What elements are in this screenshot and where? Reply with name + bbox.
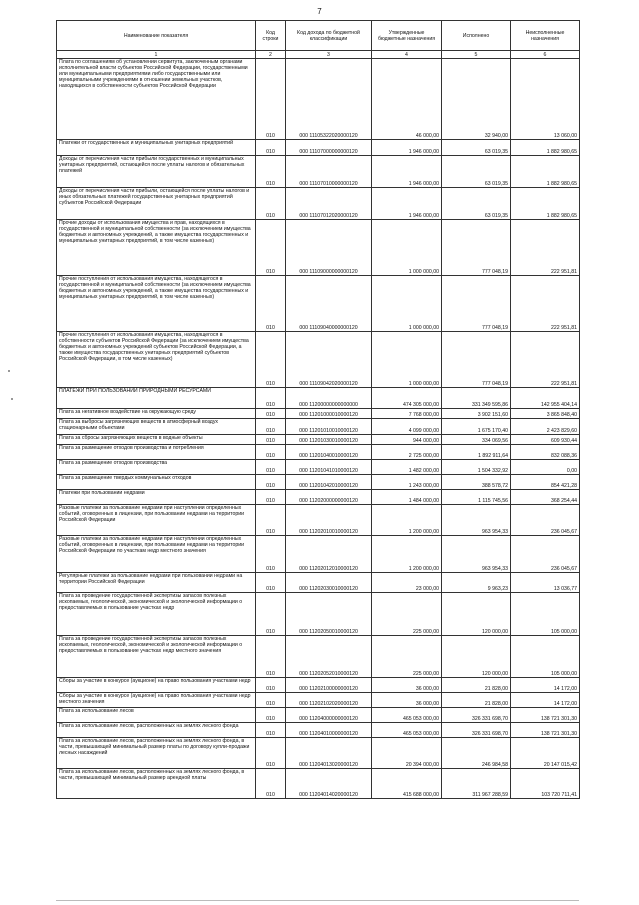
table-row (57, 490, 580, 505)
indicator-name: Регулярные платежи за пользование недрами при пользовании недрами на территории Российской Федерации (57, 573, 256, 593)
unexecuted-amount: 609 930,44 (511, 435, 580, 445)
approved-amount: 1 200 000,00 (372, 536, 442, 573)
executed-amount: 1 504 332,92 (442, 460, 511, 475)
unexecuted-amount: 13 036,77 (511, 573, 580, 593)
executed-amount: 1 675 170,40 (442, 419, 511, 435)
table-row (57, 536, 580, 573)
income-code: 000 11202100000000120 (286, 678, 372, 693)
unexecuted-amount: 103 720 711,41 (511, 769, 580, 799)
line-code: 010 (256, 573, 286, 593)
indicator-name: Плата за размещение твердых коммунальных отходов (57, 475, 256, 490)
indicator-name: Плата по соглашениям об установлении сервитута, заключенным органами исполнительной власти субъектов Российской Федерации, государственными или муниципальными предприятиями либо государственными или муниципальными учреждениями в отношении земельных участков, находящихся в собственности субъектов Российской Федерации (57, 59, 256, 140)
income-code: 000 11109000000000120 (286, 220, 372, 276)
table-row (57, 220, 580, 276)
unexecuted-amount: 13 060,00 (511, 59, 580, 140)
line-code: 010 (256, 738, 286, 769)
unexecuted-amount: 138 721 301,30 (511, 723, 580, 738)
executed-amount: 777 048,19 (442, 220, 511, 276)
indicator-name: Плата за сбросы загрязняющих веществ в водные объекты (57, 435, 256, 445)
executed-amount: 777 048,19 (442, 276, 511, 332)
approved-amount: 1 484 000,00 (372, 490, 442, 505)
line-code: 010 (256, 460, 286, 475)
table-row (57, 769, 580, 799)
income-code: 000 11109040000000120 (286, 276, 372, 332)
executed-amount: 1 892 911,64 (442, 445, 511, 460)
unexecuted-amount: 0,00 (511, 460, 580, 475)
indicator-name: Разовые платежи за пользование недрами при наступлении определенных событий, оговоренных в лицензии, при пользовании недрами на территории Российской Федерации по участкам недр местного значения (57, 536, 256, 573)
executed-amount: 120 000,00 (442, 636, 511, 678)
table-row (57, 445, 580, 460)
unexecuted-amount: 1 882 980,65 (511, 140, 580, 156)
executed-amount: 963 954,33 (442, 536, 511, 573)
unexecuted-amount: 138 721 301,30 (511, 708, 580, 723)
unexecuted-amount: 222 951,81 (511, 220, 580, 276)
unexecuted-amount: 1 882 980,65 (511, 156, 580, 188)
table-row (57, 435, 580, 445)
header-indicator-name: Наименование показателя (57, 21, 256, 51)
line-code: 010 (256, 388, 286, 409)
executed-amount: 326 331 698,70 (442, 708, 511, 723)
table-row (57, 409, 580, 419)
table-row (57, 188, 580, 220)
indicator-name: Плата за использование лесов (57, 708, 256, 723)
line-code: 010 (256, 409, 286, 419)
table-row (57, 388, 580, 409)
income-code: 000 11201040010000120 (286, 445, 372, 460)
table-row (57, 475, 580, 490)
indicator-name: Сборы за участие в конкурсе (аукционе) на право пользования участками недр местного значения (57, 693, 256, 708)
income-code: 000 11202052010000120 (286, 636, 372, 678)
table-row (57, 636, 580, 678)
approved-amount: 1 000 000,00 (372, 276, 442, 332)
header-executed: Исполнено (442, 21, 511, 51)
line-code: 010 (256, 678, 286, 693)
income-code: 000 11204010000000120 (286, 723, 372, 738)
income-code: 000 11202030010000120 (286, 573, 372, 593)
income-code: 000 11201042010000120 (286, 475, 372, 490)
income-code: 000 11202010010000120 (286, 505, 372, 536)
approved-amount: 23 000,00 (372, 573, 442, 593)
indicator-name: Плата за негативное воздействие на окружающую среду (57, 409, 256, 419)
executed-amount: 246 984,58 (442, 738, 511, 769)
indicator-name: ПЛАТЕЖИ ПРИ ПОЛЬЗОВАНИИ ПРИРОДНЫМИ РЕСУРСАМИ (57, 388, 256, 409)
line-code: 010 (256, 475, 286, 490)
column-number: 3 (286, 51, 372, 59)
approved-amount: 225 000,00 (372, 636, 442, 678)
line-code: 010 (256, 536, 286, 573)
column-number: 4 (372, 51, 442, 59)
header-line-code: Код строки (256, 21, 286, 51)
indicator-name: Доходы от перечисления части прибыли государственных и муниципальных унитарных предприятий, остающейся после уплаты налогов и обязательных платежей (57, 156, 256, 188)
executed-amount: 63 019,35 (442, 156, 511, 188)
approved-amount: 415 688 000,00 (372, 769, 442, 799)
unexecuted-amount: 1 882 980,65 (511, 188, 580, 220)
indicator-name: Плата за выбросы загрязняющих веществ в атмосферный воздух стационарными объектами (57, 419, 256, 435)
table-row (57, 573, 580, 593)
income-code: 000 11202000000000120 (286, 490, 372, 505)
approved-amount: 1 200 000,00 (372, 505, 442, 536)
line-code: 010 (256, 332, 286, 388)
income-code: 000 11201030010000120 (286, 435, 372, 445)
line-code: 010 (256, 156, 286, 188)
table-row (57, 276, 580, 332)
income-code: 000 11201010010000120 (286, 419, 372, 435)
table-row (57, 419, 580, 435)
line-code: 010 (256, 723, 286, 738)
executed-amount: 63 019,35 (442, 140, 511, 156)
line-code: 010 (256, 490, 286, 505)
table-header-row (57, 21, 580, 51)
income-code: 000 11202012010000120 (286, 536, 372, 573)
approved-amount: 1 243 000,00 (372, 475, 442, 490)
income-code: 000 11201041010000120 (286, 460, 372, 475)
table-row (57, 708, 580, 723)
indicator-name: Прочие поступления от использования имущества, находящегося в собственности субъектов Российской Федерации (за исключением имущества бюджетных и автономных учреждений субъектов Российской Федерации, а также имущества государственных унитарных предприятий субъектов Российской Федерации, в том числе казенных) (57, 332, 256, 388)
line-code: 010 (256, 505, 286, 536)
table-row (57, 332, 580, 388)
line-code: 010 (256, 188, 286, 220)
approved-amount: 1 000 000,00 (372, 332, 442, 388)
unexecuted-amount: 142 955 404,14 (511, 388, 580, 409)
indicator-name: Плата за использование лесов, расположенных на землях лесного фонда, в части, превышающей минимальный размер арендной платы (57, 769, 256, 799)
indicator-name: Доходы от перечисления части прибыли, остающейся после уплаты налогов и иных обязательных платежей государственных унитарных предприятий субъектов Российской Федерации (57, 188, 256, 220)
approved-amount: 20 394 000,00 (372, 738, 442, 769)
income-code: 000 11204013020000120 (286, 738, 372, 769)
line-code: 010 (256, 708, 286, 723)
approved-amount: 225 000,00 (372, 593, 442, 636)
line-code: 010 (256, 593, 286, 636)
page-number: 7 (317, 7, 322, 16)
approved-amount: 36 000,00 (372, 678, 442, 693)
executed-amount: 1 115 745,56 (442, 490, 511, 505)
indicator-name: Платежи при пользовании недрами (57, 490, 256, 505)
unexecuted-amount: 3 865 848,40 (511, 409, 580, 419)
executed-amount: 63 019,35 (442, 188, 511, 220)
line-code: 010 (256, 693, 286, 708)
unexecuted-amount: 854 421,28 (511, 475, 580, 490)
line-code: 010 (256, 419, 286, 435)
unexecuted-amount: 20 147 015,42 (511, 738, 580, 769)
column-number: 6 (511, 51, 580, 59)
income-code: 000 11107000000000120 (286, 140, 372, 156)
income-code: 000 11107012020000120 (286, 188, 372, 220)
indicator-name: Плата за проведение государственной экспертизы запасов полезных ископаемых, геологической, экономической и экологической информации о предоставляемых в пользование участках недр местного значения (57, 636, 256, 678)
approved-amount: 4 099 000,00 (372, 419, 442, 435)
approved-amount: 1 946 000,00 (372, 140, 442, 156)
income-code: 000 11202102020000120 (286, 693, 372, 708)
approved-amount: 1 946 000,00 (372, 188, 442, 220)
line-code: 010 (256, 220, 286, 276)
income-code: 000 11204014020000120 (286, 769, 372, 799)
executed-amount: 32 940,00 (442, 59, 511, 140)
unexecuted-amount: 236 045,67 (511, 536, 580, 573)
executed-amount: 9 963,23 (442, 573, 511, 593)
unexecuted-amount: 222 951,81 (511, 332, 580, 388)
approved-amount: 7 768 000,00 (372, 409, 442, 419)
approved-amount: 2 725 000,00 (372, 445, 442, 460)
line-code: 010 (256, 435, 286, 445)
indicator-name: Плата за использование лесов, расположенных на землях лесного фонда (57, 723, 256, 738)
unexecuted-amount: 105 000,00 (511, 636, 580, 678)
table-row (57, 140, 580, 156)
executed-amount: 21 828,00 (442, 678, 511, 693)
executed-amount: 388 578,72 (442, 475, 511, 490)
table-row (57, 593, 580, 636)
executed-amount: 21 828,00 (442, 693, 511, 708)
line-code: 010 (256, 445, 286, 460)
executed-amount: 3 902 151,60 (442, 409, 511, 419)
scan-mark (11, 398, 13, 400)
header-income-code: Код дохода по бюджетной классификации (286, 21, 372, 51)
indicator-name: Платежи от государственных и муниципальных унитарных предприятий (57, 140, 256, 156)
column-number-row (57, 51, 580, 59)
indicator-name: Прочие доходы от использования имущества и прав, находящихся в государственной и муниципальной собственности (за исключением имущества бюджетных и автономных учреждений, а также имущества государственных и муниципальных унитарных предприятий, в том числе казенных) (57, 220, 256, 276)
executed-amount: 311 967 288,59 (442, 769, 511, 799)
approved-amount: 944 000,00 (372, 435, 442, 445)
income-code: 000 11201000010000120 (286, 409, 372, 419)
executed-amount: 777 048,19 (442, 332, 511, 388)
table-row (57, 738, 580, 769)
line-code: 010 (256, 276, 286, 332)
indicator-name: Сборы за участие в конкурсе (аукционе) на право пользования участками недр (57, 678, 256, 693)
income-code: 000 11204000000000120 (286, 708, 372, 723)
indicator-name: Плата за размещение отходов производства (57, 460, 256, 475)
indicator-name: Плата за проведение государственной экспертизы запасов полезных ископаемых, геологической, экономической и экологической информации о предоставляемых в пользование участках недр (57, 593, 256, 636)
unexecuted-amount: 2 423 829,60 (511, 419, 580, 435)
income-code: 000 11200000000000000 (286, 388, 372, 409)
line-code: 010 (256, 59, 286, 140)
table-row (57, 723, 580, 738)
executed-amount: 120 000,00 (442, 593, 511, 636)
header-unexecuted: Неисполненные назначения (511, 21, 580, 51)
executed-amount: 326 331 698,70 (442, 723, 511, 738)
approved-amount: 465 053 000,00 (372, 708, 442, 723)
unexecuted-amount: 832 088,36 (511, 445, 580, 460)
approved-amount: 465 053 000,00 (372, 723, 442, 738)
unexecuted-amount: 222 951,81 (511, 276, 580, 332)
table-row (57, 505, 580, 536)
table-row (57, 59, 580, 140)
income-code: 000 11202050010000120 (286, 593, 372, 636)
line-code: 010 (256, 140, 286, 156)
unexecuted-amount: 236 045,67 (511, 505, 580, 536)
line-code: 010 (256, 636, 286, 678)
table-row (57, 460, 580, 475)
table-row (57, 678, 580, 693)
line-code: 010 (256, 769, 286, 799)
indicator-name: Плата за размещение отходов производства и потребления (57, 445, 256, 460)
unexecuted-amount: 368 254,44 (511, 490, 580, 505)
executed-amount: 334 069,56 (442, 435, 511, 445)
approved-amount: 1 000 000,00 (372, 220, 442, 276)
approved-amount: 1 946 000,00 (372, 156, 442, 188)
column-number: 1 (57, 51, 256, 59)
approved-amount: 46 000,00 (372, 59, 442, 140)
scan-edge (56, 900, 579, 901)
header-approved: Утвержденные бюджетные назначения (372, 21, 442, 51)
unexecuted-amount: 105 000,00 (511, 593, 580, 636)
column-number: 2 (256, 51, 286, 59)
table-row (57, 156, 580, 188)
executed-amount: 331 349 595,86 (442, 388, 511, 409)
income-code: 000 11107010000000120 (286, 156, 372, 188)
income-code: 000 11105322020000120 (286, 59, 372, 140)
unexecuted-amount: 14 172,00 (511, 693, 580, 708)
approved-amount: 474 305 000,00 (372, 388, 442, 409)
table-row (57, 693, 580, 708)
income-code: 000 11109042020000120 (286, 332, 372, 388)
scan-mark (8, 370, 10, 372)
approved-amount: 36 000,00 (372, 693, 442, 708)
budget-execution-table (56, 20, 580, 799)
approved-amount: 1 482 000,00 (372, 460, 442, 475)
indicator-name: Плата за использование лесов, расположенных на землях лесного фонда, в части, превышающей минимальный размер платы по договору купли-продажи лесных насаждений (57, 738, 256, 769)
indicator-name: Прочие поступления от использования имущества, находящегося в государственной и муниципальной собственности (за исключением имущества бюджетных и автономных учреждений, а также имущества государственных и муниципальных унитарных предприятий, в том числе казенных) (57, 276, 256, 332)
executed-amount: 963 954,33 (442, 505, 511, 536)
unexecuted-amount: 14 172,00 (511, 678, 580, 693)
column-number: 5 (442, 51, 511, 59)
indicator-name: Разовые платежи за пользование недрами при наступлении определенных событий, оговоренных в лицензии, при пользовании недрами на территории Российской Федерации (57, 505, 256, 536)
